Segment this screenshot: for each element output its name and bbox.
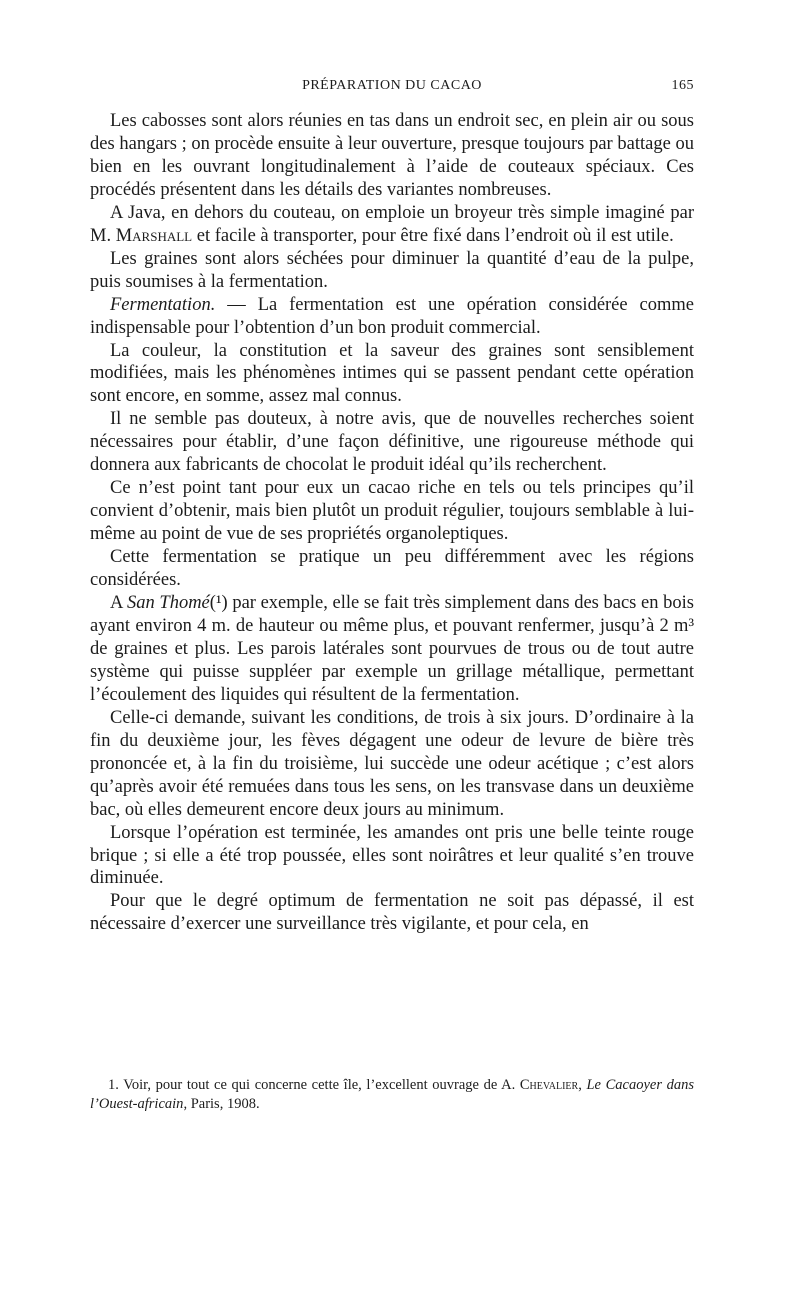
footnote-marker: (¹) (209, 593, 228, 614)
footnote-text (90, 1076, 694, 1114)
running-head (90, 78, 694, 100)
person-name: Marshall (115, 225, 193, 246)
paragraph: Lorsque l’opération est terminée, les amandes ont pris une belle teinte rouge brique ; si elle a été trop poussée, elles sont noirâtres et leur qualité s’en trouve diminuée. (90, 822, 694, 889)
paragraph: Cette fermentation se pratique un peu différemment avec les régions considérées. (90, 547, 694, 591)
paragraph: Les cabosses sont alors réunies en tas dans un endroit sec, en plein air ou sous des hangars ; on procède ensuite à leur ouverture, presque toujours par battage ou bien en les ouvrant longitudinalement à l’aide de couteaux spéciaux. Ces procédés présentent dans les détails des variantes nombreuses. (90, 111, 694, 200)
text-run: — La fermentation est une opération considérée comme indispensable pour l’obtention d’un bon produit commercial. (90, 294, 694, 338)
page-number: 165 (671, 78, 694, 93)
text-run: , Paris, 1908. (183, 1096, 260, 1112)
paragraph: Pour que le degré optimum de fermentation ne soit pas dépassé, il est nécessaire d’exercer une surveillance très vigilante, et pour cela, en (90, 891, 694, 935)
author-name: Chevalier (519, 1077, 579, 1093)
paragraph: Celle-ci demande, suivant les conditions, de trois à six jours. D’ordinaire à la fin du deuxième jour, les fèves dégagent une odeur de levure de bière très prononcée et, à la fin du troisième, lui succède une odeur acétique ; c’est alors qu’après avoir été remuées dans tous les sens, on les transvase dans un deuxième bac, où elles demeurent encore deux jours au minimum. (90, 707, 694, 820)
paragraph (90, 202, 694, 248)
paragraph: La couleur, la constitution et la saveur des graines sont sensiblement modifiées, mais les phénomènes intimes qui se passent pendant cette opération sont encore, en somme, assez mal connus. (90, 340, 694, 407)
footnote (90, 1076, 694, 1114)
paragraph: Il ne semble pas douteux, à notre avis, que de nouvelles recherches soient nécessaires pour établir, d’une façon définitive, une rigoureuse méthode qui donnera aux fabricants de chocolat le produit idéal qu’ils recherchent. (90, 409, 694, 476)
paragraph (90, 294, 694, 340)
paragraph (90, 592, 694, 707)
text-run: A Java, en dehors du couteau, on emploie un broyeur très simple imaginé par M. (90, 202, 694, 246)
text-run: A (110, 593, 127, 614)
section-heading: Fermentation. (110, 294, 216, 315)
paragraph: Ce n’est point tant pour eux un cacao riche en tels ou tels principes qu’il convient d’obtenir, mais bien plutôt un produit régulier, toujours semblable à lui-même au point de vue de ses propriétés organoleptiques. (90, 478, 694, 545)
running-title: PRÉPARATION DU CACAO (302, 78, 482, 93)
paragraph: Les graines sont alors séchées pour diminuer la quantité d’eau de la pulpe, puis soumises à la fermentation. (90, 248, 694, 292)
text-run: par exemple, elle se fait très simplement dans des bacs en bois ayant environ 4 m. de hauteur ou même plus, et pouvant renfermer, jusqu’à 2 m³ de graines et plus. Les parois latérales sont pourvues de trous ou de tout autre système qui puisse suppléer par exemple un grillage métallique, permettant l’écoulement des liquides qui résultent de la fermentation. (90, 593, 694, 705)
footnote-number: 1. (108, 1077, 119, 1093)
text-run: , (578, 1077, 587, 1093)
book-title: Le Cacaoyer dans l’Ouest-africain (90, 1077, 695, 1112)
place-name: San Thomé (127, 593, 210, 614)
page-content (90, 78, 694, 936)
text-run: et facile à transporter, pour être fixé dans l’endroit où il est utile. (192, 225, 674, 246)
text-run: Voir, pour tout ce qui concerne cette île, l’excellent ouvrage de A. (118, 1077, 520, 1093)
body-text (90, 110, 694, 936)
